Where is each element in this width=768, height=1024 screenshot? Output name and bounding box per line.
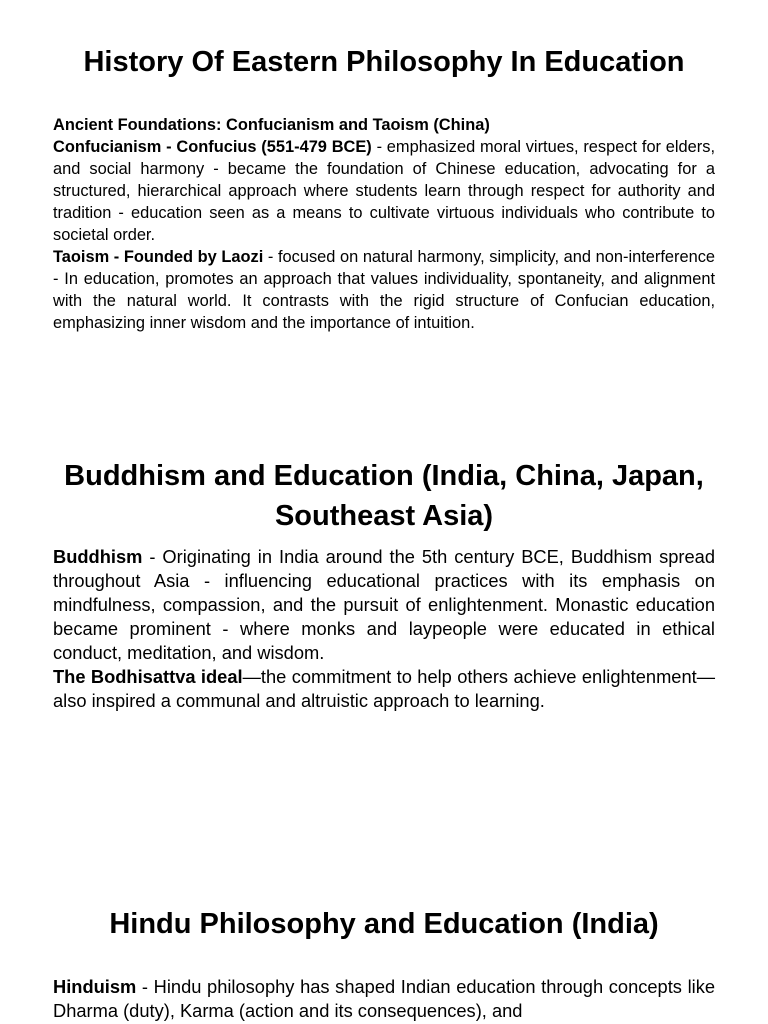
paragraph-confucianism	[53, 136, 715, 246]
hinduism-text: - Hindu philosophy has shaped Indian education through concepts like Dharma (duty), Karma (action and its consequences), and	[53, 976, 715, 1021]
taoism-term: Taoism - Founded by Laozi	[53, 248, 264, 266]
subheading-text: Ancient Foundations: Confucianism and Taoism (China)	[53, 116, 490, 134]
hinduism-term: Hinduism	[53, 976, 137, 997]
paragraph-bodhisattva	[53, 665, 715, 713]
confucianism-text: - emphasized moral virtues, respect for elders, and social harmony - became the foundation of Chinese education, advocating for a structured, hierarchical approach where students learn through respect for authority and tradition - education seen as a means to cultivate virtuous individuals who contribute to societal order.	[53, 138, 715, 244]
taoism-text: - focused on natural harmony, simplicity, and non-interference - In education, promotes an approach that values individuality, spontaneity, and alignment with the natural world. It contrasts with the rigid structure of Confucian education, emphasizing inner wisdom and the importance of intuition.	[53, 248, 715, 332]
bodhisattva-text: —the commitment to help others achieve enlightenment—also inspired a communal and altruistic approach to learning.	[53, 666, 715, 711]
paragraph-buddhism	[53, 545, 715, 665]
confucianism-term: Confucianism - Confucius (551-479 BCE)	[53, 138, 372, 156]
section-ancient-foundations	[53, 114, 715, 334]
section-title-hindu: Hindu Philosophy and Education (India)	[109, 908, 659, 940]
paragraph-hinduism	[53, 975, 715, 1023]
buddhism-term: Buddhism	[53, 546, 143, 567]
paragraph-taoism	[53, 246, 715, 334]
section-buddhism	[53, 545, 715, 713]
buddhism-text: - Originating in India around the 5th century BCE, Buddhism spread throughout Asia - influencing educational practices with its emphasis on mindfulness, compassion, and the pursuit of enlightenment. Monastic education became prominent - where monks and laypeople were educated in ethical conduct, meditation, and wisdom.	[53, 546, 715, 663]
page-title: History Of Eastern Philosophy In Education	[83, 46, 685, 78]
subheading	[53, 114, 715, 136]
bodhisattva-term: The Bodhisattva ideal	[53, 666, 243, 687]
section-title-buddhism: Buddhism and Education (India, China, Japan, Southeast Asia)	[64, 460, 704, 532]
section-hindu	[53, 975, 715, 1023]
